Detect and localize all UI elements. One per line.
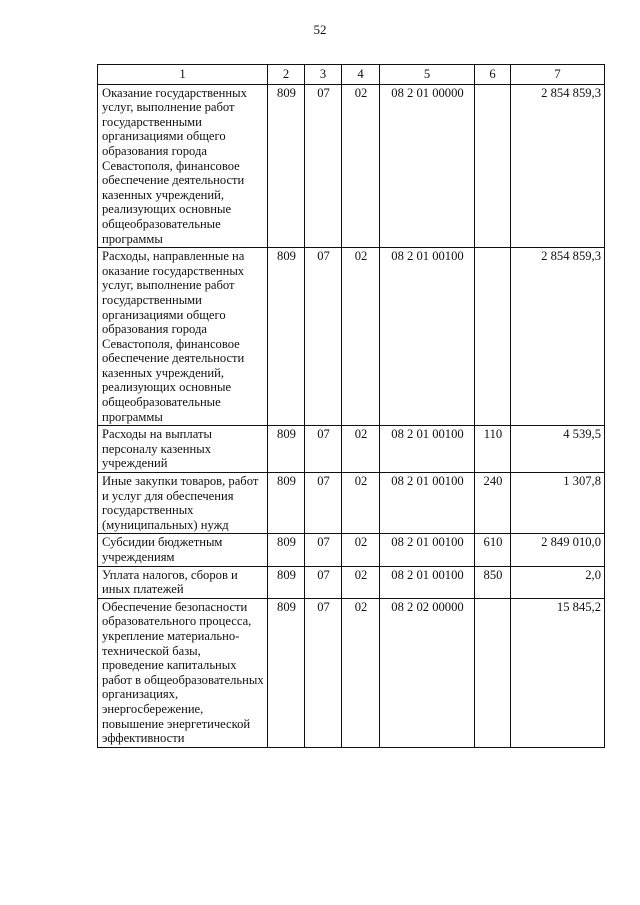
header-row (98, 65, 605, 85)
table-row (98, 426, 605, 473)
row-amount: 2 854 859,3 (511, 84, 605, 248)
row-target-article: 08 2 02 00000 (380, 598, 475, 747)
row-ministry-code: 809 (268, 598, 305, 747)
row-name: Расходы, направленные на оказание государственных услуг, выполнение работ государственными организациями общего образования города Севастополя, финансовое обеспечение деятельности казенных учреждений, реализующих основные общеобразовательные программы (98, 248, 268, 426)
row-ministry-code: 809 (268, 534, 305, 566)
header-cell-7: 7 (511, 65, 605, 85)
row-ministry-code: 809 (268, 248, 305, 426)
row-amount: 2 854 859,3 (511, 248, 605, 426)
row-target-article: 08 2 01 00100 (380, 534, 475, 566)
page-number: 52 (313, 22, 327, 37)
row-name: Обеспечение безопасности образовательного процесса, укрепление материально-технической базы, проведение капитальных работ в общеобразовательных организациях, энергосбережение, повышение энергетической эффективности (98, 598, 268, 747)
row-section: 07 (305, 566, 342, 598)
row-section: 07 (305, 598, 342, 747)
row-expense-type: 240 (475, 473, 511, 534)
row-expense-type: 110 (475, 426, 511, 473)
row-amount: 2,0 (511, 566, 605, 598)
row-name: Субсидии бюджетным учреждениям (98, 534, 268, 566)
row-amount: 4 539,5 (511, 426, 605, 473)
row-section: 07 (305, 534, 342, 566)
row-target-article: 08 2 01 00100 (380, 566, 475, 598)
row-subsection: 02 (342, 426, 380, 473)
table-row (98, 84, 605, 248)
table-row (98, 566, 605, 598)
row-subsection: 02 (342, 473, 380, 534)
table-row (98, 534, 605, 566)
row-amount: 1 307,8 (511, 473, 605, 534)
row-amount: 15 845,2 (511, 598, 605, 747)
row-subsection: 02 (342, 248, 380, 426)
row-section: 07 (305, 84, 342, 248)
row-target-article: 08 2 01 00000 (380, 84, 475, 248)
row-amount: 2 849 010,0 (511, 534, 605, 566)
row-subsection: 02 (342, 598, 380, 747)
row-subsection: 02 (342, 566, 380, 598)
header-cell-5: 5 (380, 65, 475, 85)
table-row (98, 248, 605, 426)
row-ministry-code: 809 (268, 84, 305, 248)
row-target-article: 08 2 01 00100 (380, 426, 475, 473)
budget-table (97, 64, 605, 748)
table-row (98, 473, 605, 534)
row-ministry-code: 809 (268, 566, 305, 598)
row-section: 07 (305, 473, 342, 534)
row-name: Расходы на выплаты персоналу казенных учреждений (98, 426, 268, 473)
row-section: 07 (305, 426, 342, 473)
row-subsection: 02 (342, 84, 380, 248)
table-row (98, 598, 605, 747)
row-expense-type (475, 84, 511, 248)
row-expense-type (475, 598, 511, 747)
row-expense-type (475, 248, 511, 426)
row-ministry-code: 809 (268, 426, 305, 473)
row-name: Уплата налогов, сборов и иных платежей (98, 566, 268, 598)
row-name: Оказание государственных услуг, выполнение работ государственными организациями общего образования города Севастополя, финансовое обеспечение деятельности казенных учреждений, реализующих основные общеобразовательные программы (98, 84, 268, 248)
row-expense-type: 850 (475, 566, 511, 598)
row-name: Иные закупки товаров, работ и услуг для обеспечения государственных (муниципальных) нужд (98, 473, 268, 534)
header-cell-2: 2 (268, 65, 305, 85)
row-subsection: 02 (342, 534, 380, 566)
header-cell-3: 3 (305, 65, 342, 85)
row-target-article: 08 2 01 00100 (380, 473, 475, 534)
row-expense-type: 610 (475, 534, 511, 566)
row-target-article: 08 2 01 00100 (380, 248, 475, 426)
header-cell-1: 1 (98, 65, 268, 85)
row-section: 07 (305, 248, 342, 426)
header-cell-4: 4 (342, 65, 380, 85)
row-ministry-code: 809 (268, 473, 305, 534)
header-cell-6: 6 (475, 65, 511, 85)
